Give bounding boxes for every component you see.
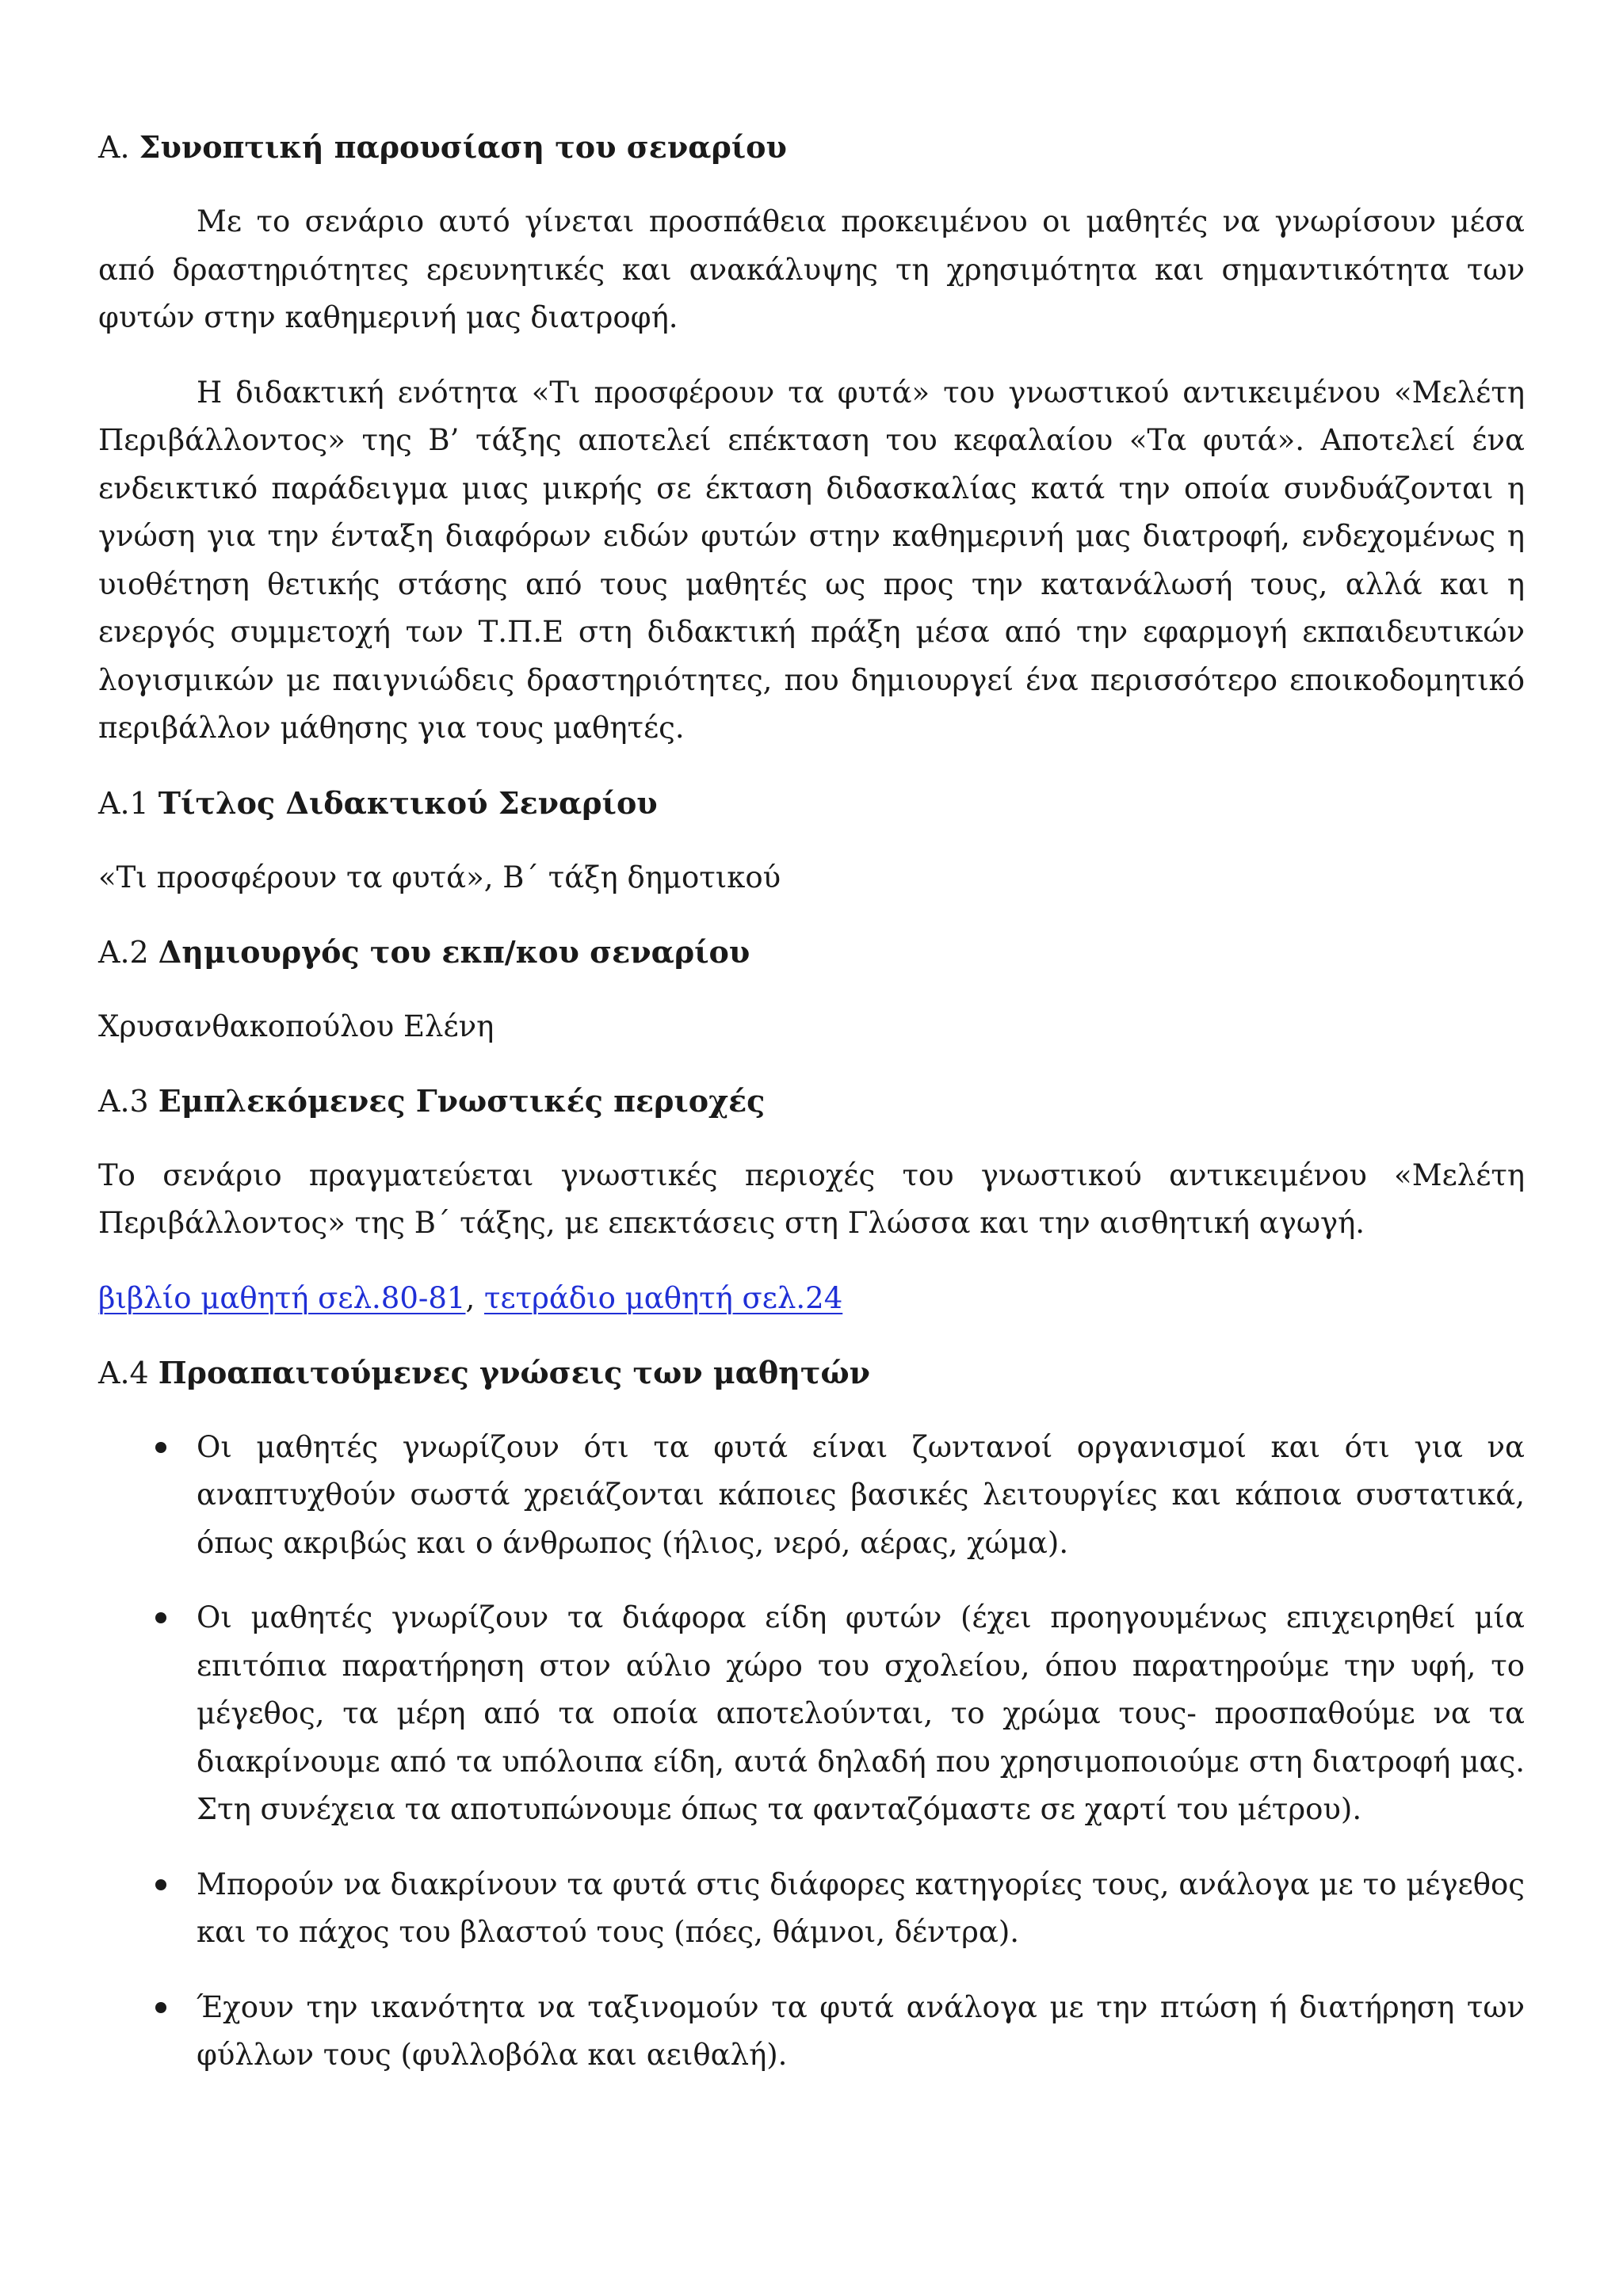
list-item xyxy=(98,1861,1525,1957)
section-a3-paragraph: Το σενάριο πραγματεύεται γνωστικές περιοχές του γνωστικού αντικειμένου «Μελέτη Περιβάλλοντος» της Β΄ τάξης, με επεκτάσεις στη Γλώσσα και την αισθητική αγωγή. xyxy=(98,1158,1525,1240)
bullet-icon xyxy=(155,2002,166,2013)
list-item-text: Οι μαθητές γνωρίζουν ότι τα φυτά είναι ζωντανοί οργανισμοί και ότι για να αναπτυχθούν σωστά χρειάζονται κάποιες βασικές λειτουργίες και κάποια συστατικά, όπως ακριβώς και ο άνθρωπος (ήλιος, νερό, αέρας, χώμα). xyxy=(197,1429,1525,1560)
section-title: Προαπαιτούμενες γνώσεις των μαθητών xyxy=(158,1354,871,1390)
list-item-text: Έχουν την ικανότητα να ταξινομούν τα φυτά ανάλογα με την πτώση ή διατήρηση των φύλλων τους (φυλλοβόλα και αειθαλή). xyxy=(197,1989,1525,2072)
bullet-icon xyxy=(155,1879,166,1890)
section-number: Α.2 xyxy=(98,934,149,970)
list-item xyxy=(98,1594,1525,1834)
section-a4-heading xyxy=(98,1349,1525,1397)
list-item xyxy=(98,1424,1525,1568)
section-number: Α.4 xyxy=(98,1355,149,1390)
list-item-text: Μπορούν να διακρίνουν τα φυτά στις διάφορες κατηγορίες τους, ανάλογα με το μέγεθος και το πάχος του βλαστού τους (πόες, θάμνοι, δέντρα). xyxy=(197,1867,1525,1949)
document-page xyxy=(98,124,1525,2107)
section-a2-heading xyxy=(98,929,1525,976)
link-separator: , xyxy=(465,1280,475,1315)
section-number: Α. xyxy=(98,130,130,165)
section-a3-heading xyxy=(98,1077,1525,1125)
section-a1-heading xyxy=(98,780,1525,827)
section-title: Δημιουργός του εκπ/κου σεναρίου xyxy=(158,933,750,970)
list-item-text: Οι μαθητές γνωρίζουν τα διάφορα είδη φυτών (έχει προηγουμένως επιχειρηθεί μία επιτόπια παρατήρηση στον αύλιο χώρο του σχολείου, όπου παρατηρούμε την υφή, το μέγεθος, τα μέρη από τα οποία αποτελούνται, το χρώμα τους- προσπαθούμε να τα διακρίνουμε από τα υπόλοιπα είδη, αυτά δηλαδή που χρησιμοποιούμε στη διατροφή μας. Στη συνέχεια τα αποτυπώνουμε όπως τα φανταζόμαστε σε χαρτί του μέτρου). xyxy=(197,1600,1525,1826)
student-workbook-link[interactable]: τετράδιο μαθητή σελ.24 xyxy=(484,1280,843,1315)
section-number: Α.1 xyxy=(98,785,149,821)
section-a-heading xyxy=(98,124,1525,171)
prerequisites-list xyxy=(98,1424,1525,2080)
links-line xyxy=(98,1275,1525,1322)
section-title: Τίτλος Διδακτικού Σεναρίου xyxy=(158,784,658,821)
bullet-icon xyxy=(155,1612,166,1623)
bullet-icon xyxy=(155,1442,166,1453)
section-a-paragraph-2: Η διδακτική ενότητα «Τι προσφέρουν τα φυτά» του γνωστικού αντικειμένου «Μελέτη Περιβάλλοντος» της Β’ τάξης αποτελεί επέκταση του κεφαλαίου «Τα φυτά». Αποτελεί ένα ενδεικτικό παράδειγμα μιας μικρής σε έκταση διδασκαλίας κατά την οποία συνδυάζονται η γνώση για την ένταξη διαφόρων ειδών φυτών στην καθημερινή μας διατροφή, ενδεχομένως η υιοθέτηση θετικής στάσης από τους μαθητές ως προς την κατανάλωσή τους, αλλά και η ενεργός συμμετοχή των Τ.Π.Ε στη διδακτική πράξη μέσα από την εφαρμογή εκπαιδευτικών λογισμικών με παιγνιώδεις δραστηριότητες, που δημιουργεί ένα περισσότερο εποικοδομητικό περιβάλλον μάθησης για τους μαθητές. xyxy=(98,375,1525,745)
section-number: Α.3 xyxy=(98,1083,149,1119)
section-a-paragraph-1: Με το σενάριο αυτό γίνεται προσπάθεια προκειμένου οι μαθητές να γνωρίσουν μέσα από δραστηριότητες ερευνητικές και ανακάλυψης τη χρησιμότητα και σημαντικότητα των φυτών στην καθημερινή μας διατροφή. xyxy=(98,204,1525,334)
section-title: Εμπλεκόμενες Γνωστικές περιοχές xyxy=(158,1082,766,1119)
scenario-title-text: «Τι προσφέρουν τα φυτά», Β΄ τάξη δημοτικού xyxy=(98,860,781,894)
author-name: Χρυσανθακοπούλου Ελένη xyxy=(98,1009,495,1043)
section-title: Συνοπτική παρουσίαση του σεναρίου xyxy=(139,129,787,165)
list-item xyxy=(98,1984,1525,2080)
student-book-link[interactable]: βιβλίο μαθητή σελ.80-81 xyxy=(98,1280,466,1315)
